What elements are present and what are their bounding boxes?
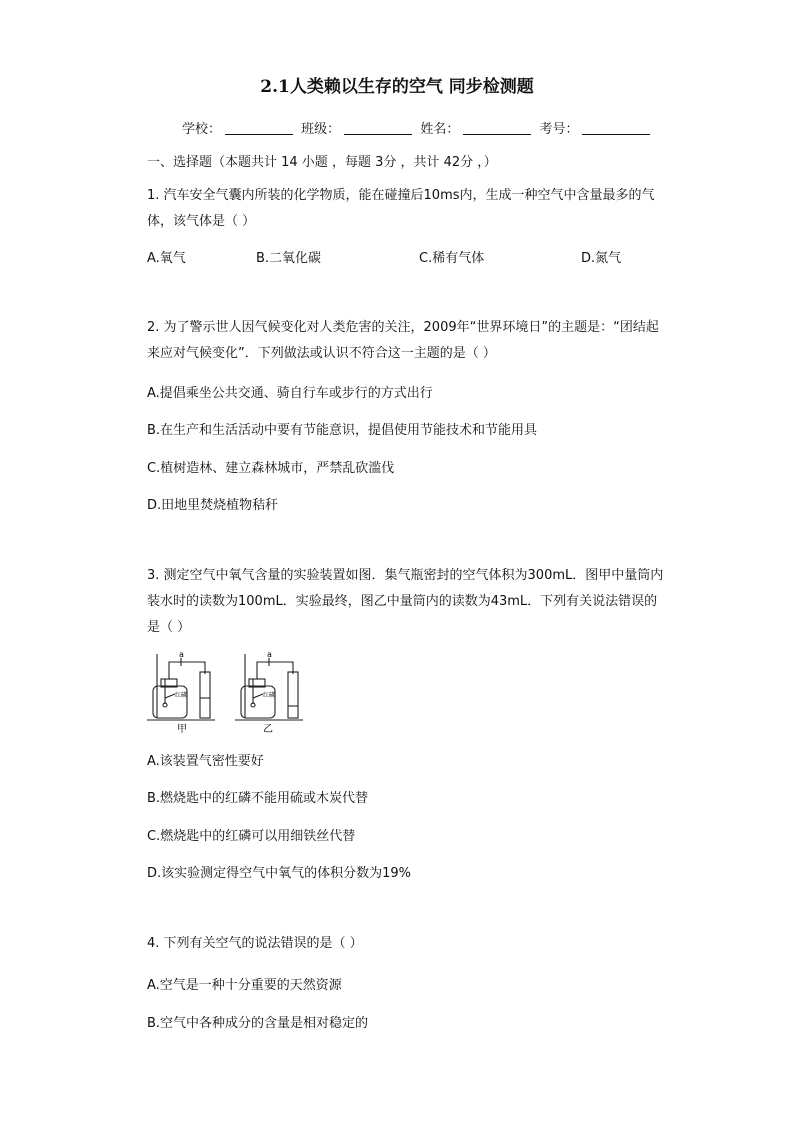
exam-no-label: 考号：	[539, 122, 579, 137]
question-1	[147, 183, 667, 235]
q2-option-c: C.植树造林、建立森林城市，严禁乱砍滥伐	[147, 461, 395, 476]
question-1-stem: 1. 汽车安全气囊内所装的化学物质，能在碰撞后10ms内，生成一种空气中含量最多的气体，该气体是（ ）	[147, 188, 655, 229]
q2-option-d: D.田地里焚烧植物秸秆	[147, 498, 279, 513]
q3-option-c: C.燃烧匙中的红磷可以用细铁丝代替	[147, 829, 356, 844]
apparatus-yi	[235, 654, 303, 720]
fig-label-a-yi: a	[267, 650, 272, 659]
school-label: 学校：	[182, 122, 222, 137]
fig-caption-yi: 乙	[263, 724, 273, 735]
q1-option-b: B.二氧化碳	[256, 251, 322, 266]
name-label: 姓名：	[420, 122, 460, 137]
section-heading: 一、选择题（本题共计 14 小题 ，每题 3分 ，共计 42分 ，）	[147, 155, 497, 170]
class-blank[interactable]	[344, 122, 412, 135]
q1-option-c: C.稀有气体	[419, 251, 485, 266]
question-3-stem: 3. 测定空气中氧气含量的实验装置如图．集气瓶密封的空气体积为300mL．图甲中量筒内装水时的读数为100mL．实验最终，图乙中量筒内的读数为43mL．下列有关说法错误的是（ ）	[147, 568, 664, 635]
exam-no-blank[interactable]	[582, 122, 650, 135]
apparatus-figure	[147, 648, 307, 736]
q4-option-b: B.空气中各种成分的含量是相对稳定的	[147, 1016, 369, 1031]
class-label: 班级：	[301, 122, 341, 137]
q1-option-d: D.氮气	[581, 251, 622, 266]
q3-option-b: B.燃烧匙中的红磷不能用硫或木炭代替	[147, 791, 369, 806]
fig-label-red-p-jia: 红磷	[175, 692, 188, 699]
name-blank[interactable]	[463, 122, 531, 135]
question-3	[147, 563, 667, 641]
question-4	[147, 931, 667, 957]
question-4-stem: 4. 下列有关空气的说法错误的是（ ）	[147, 936, 363, 951]
fig-label-a-jia: a	[179, 650, 184, 659]
question-2-stem: 2. 为了警示世人因气候变化对人类危害的关注，2009年“世界环境日”的主题是：“团结起来应对气候变化”．下列做法或认识不符合这一主题的是（ ）	[147, 320, 659, 361]
q3-option-a: A.该装置气密性要好	[147, 754, 264, 769]
q2-option-a: A.提倡乘坐公共交通、骑自行车或步行的方式出行	[147, 386, 433, 401]
apparatus-jia	[147, 654, 215, 720]
q2-option-b: B.在生产和生活活动中要有节能意识，提倡使用节能技术和节能用具	[147, 423, 538, 438]
q4-option-a: A.空气是一种十分重要的天然资源	[147, 978, 342, 993]
question-2	[147, 315, 667, 367]
q1-option-a: A.氧气	[147, 251, 186, 266]
q3-option-d: D.该实验测定得空气中氧气的体积分数为19%	[147, 866, 412, 881]
fig-caption-jia: 甲	[177, 724, 187, 735]
fig-label-red-p-yi: 红磷	[263, 692, 276, 699]
student-info-row	[182, 118, 654, 137]
school-blank[interactable]	[225, 122, 293, 135]
page-title: 2.1人类赖以生存的空气 同步检测题	[260, 77, 534, 97]
